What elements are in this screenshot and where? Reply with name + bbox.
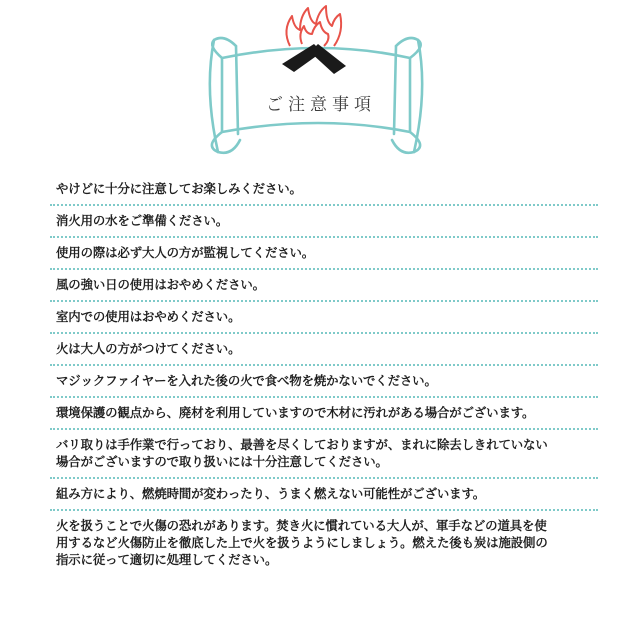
- scroll-banner: [0, 0, 640, 170]
- notice-item: 室内での使用はおやめください。: [50, 304, 598, 334]
- notice-item: 使用の際は必ず大人の方が監視してください。: [50, 240, 598, 270]
- notice-item: マジックファイヤーを入れた後の火で食べ物を焼かないでください。: [50, 368, 598, 398]
- notice-list: [50, 176, 598, 577]
- notice-item: 火を扱うことで火傷の恐れがあります。焚き火に慣れている大人が、軍手などの道具を使 用するなど火傷防止を徹底した上で火を扱うようにしましょう。燃えた後も炭は施設側の 指示に従って適切に処理してください。: [56, 518, 548, 567]
- notice-item: 消火用の水をご準備ください。: [50, 208, 598, 238]
- notice-item: 火は大人の方がつけてください。: [50, 336, 598, 366]
- notice-item: バリ取りは手作業で行っており、最善を尽くしておりますが、まれに除去しきれていない 場合がございますので取り扱いには十分注意してください。: [50, 432, 598, 479]
- notice-item: 環境保護の観点から、廃材を利用していますので木材に汚れがある場合がございます。: [50, 400, 598, 430]
- page-title: ご注意事項: [266, 95, 376, 115]
- header: [0, 0, 640, 170]
- notice-item: 組み方により、燃焼時間が変わったり、うまく燃えない可能性がございます。: [50, 481, 598, 511]
- campfire-icon: [282, 6, 346, 74]
- notice-item: やけどに十分に注意してお楽しみください。: [50, 176, 598, 206]
- notice-item: 風の強い日の使用はおやめください。: [50, 272, 598, 302]
